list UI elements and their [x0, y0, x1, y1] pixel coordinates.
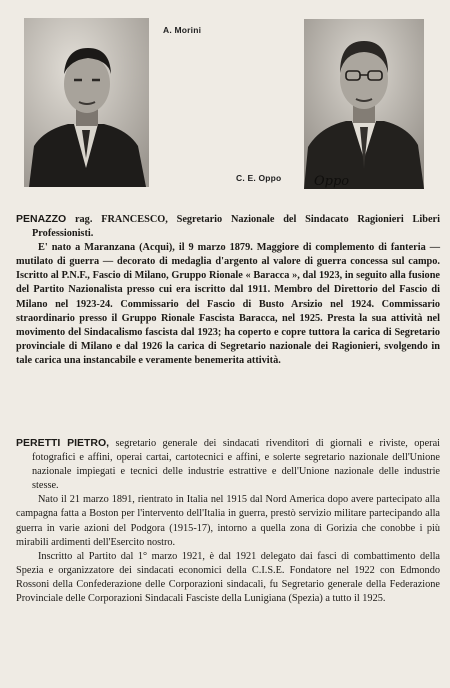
- biography-entry-peretti: [16, 436, 440, 606]
- entry-body-paragraph: E' nato a Maranzana (Acqui), il 9 marzo 1879. Maggiore di complemento di fanteria — mutilato di guerra — decorato di medaglia d'argento al valore di guerra concessa sul campo. Iscritto al P.N.F., Fascio di Milano, Gruppo Rionale « Baracca », dal 1923, in seguito alla fusione del Partito Nazionalista presso cui era iscritto dal 1911. Membro del Direttorio del Fascio di Milano nel 1923-24. Commissario del Fascio di Busto Arsizio nel 1924. Commissario straordinario presso il Gruppo Rionale Fascista Baracca, nel 1925. Presta la sua attività nel movimento del Sindacalismo fascista dal 1923; ha coperto e copre tuttora la carica di Segretario provinciale di Milano e dal 1926 la carica di Segretario nazionale dei Ragionieri, svolgendo in tale carica una instancabile e veramente benemerita attività.: [16, 242, 440, 366]
- portrait-oppo-image: [304, 19, 424, 189]
- entry-heading-peretti: [16, 436, 440, 493]
- portrait-photo-oppo: [304, 19, 424, 189]
- biography-entry-penazzo: [16, 212, 440, 368]
- portrait-morini-image: [24, 18, 149, 187]
- entry-body-paragraph-2: Inscritto al Partito dal 1° marzo 1921, è dal 1921 delegato dai fasci di combattimento della Spezia e organizzatore dei sindacati economici della C.I.S.E. Fondatore nel 1922 con Edmondo Rossoni della Confederazione delle Corporazioni sindacali, fu Segretario generale della Federazione Provinciale delle Corporazioni Sindacali Fasciste della Lunigiana (Spezia) a tutto il 1925.: [16, 550, 440, 605]
- entry-body-paragraph-1: Nato il 21 marzo 1891, rientrato in Italia nel 1915 dal Nord America dopo avere partecipato alla campagna fatta a Boston per l'intervento dell'Italia in guerra, prestò servizio militare partecipando alla guerra in varie azioni del Podgora (1915-17), intorno a quella zona di Gorizia che conobbe i più mirabili ardimenti dell'Esercito nostro.: [16, 494, 440, 548]
- photo-caption-oppo: C. E. Oppo: [236, 173, 282, 183]
- portrait-photo-morini: [24, 18, 149, 187]
- entry-name: PENAZZO: [16, 213, 67, 225]
- entry-rank: rag.: [74, 214, 93, 225]
- entry-heading-rest: FRANCESCO, Segretario Nazionale del Sindacato Ragionieri Liberi Professionisti.: [32, 214, 440, 240]
- oppo-signature: Oppo: [314, 174, 350, 189]
- photo-caption-morini: A. Morini: [163, 25, 202, 35]
- entry-heading-penazzo: [16, 212, 440, 241]
- entry-heading-rest: segretario generale dei sindacati rivenditori di giornali e riviste, operai fotografici e affini, operai cartai, cartotecnici e affini, e solerte segretario nazionale dell'Unione nazionale impiegati e tecnici delle industrie estrattive e dell'Unione nazionale delle industrie stesse.: [32, 438, 441, 492]
- entry-name: PERETTI PIETRO,: [16, 437, 110, 449]
